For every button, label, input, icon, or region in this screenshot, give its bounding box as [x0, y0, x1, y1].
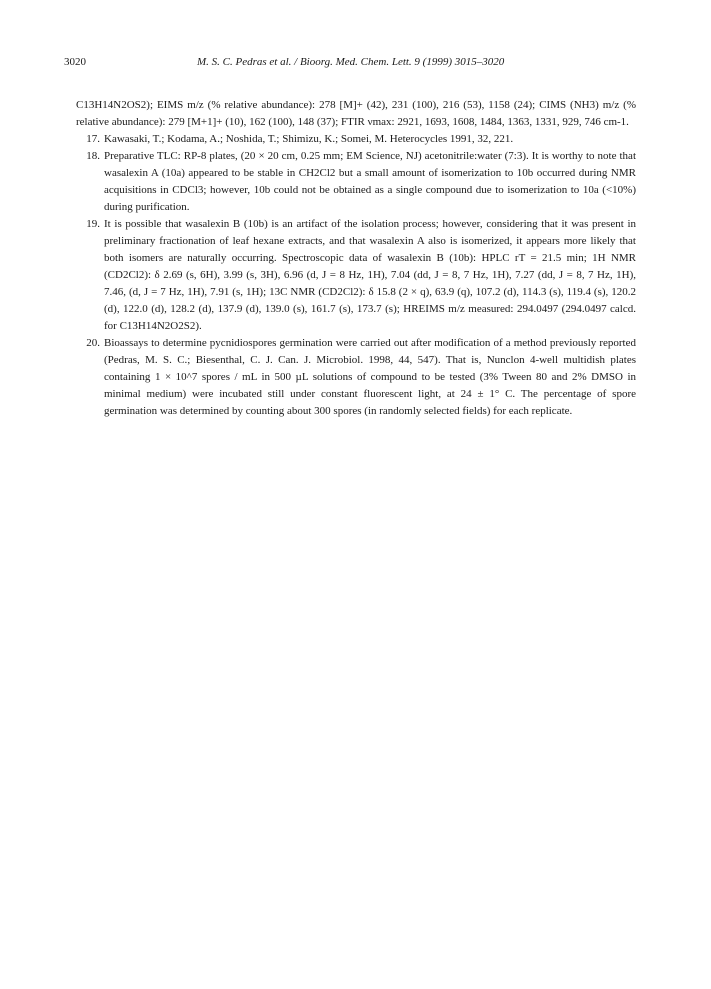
note-number: 20. [86, 337, 100, 349]
note-19 [76, 216, 636, 335]
running-head: M. S. C. Pedras et al. / Bioorg. Med. Chem. Lett. 9 (1999) 3015–3020 [197, 56, 505, 68]
note-number: 19. [86, 218, 100, 230]
note-text: Bioassays to determine pycnidiospores germination were carried out after modification of a method previously reported (Pedras, M. S. C.; Biesenthal, C. J. Can. J. Microbiol. 1998, 44, 547). That is, Nunclon 4-well multidish plates containing 1 × 10^7 spores / mL in 500 µL solutions of compound to be tested (3% Tween 80 and 2% DMSO in minimal medium) were incubated still under constant fluorescent light, at 24 ± 1° C. The percentage of spore germination was determined by counting about 300 spores (in randomly selected fields) for each replicate. [104, 337, 636, 417]
note-number: 17. [86, 133, 100, 145]
note-text: Kawasaki, T.; Kodama, A.; Noshida, T.; Shimizu, K.; Somei, M. Heterocycles 1991, 32, 221. [104, 133, 514, 145]
note-18 [76, 148, 636, 216]
note-20 [76, 335, 636, 420]
continuation-paragraph: C13H14N2OS2); EIMS m/z (% relative abundance): 278 [M]+ (42), 231 (100), 216 (53), 1158 (24); CIMS (NH3) m/z (% relative abundance): 279 [M+1]+ (10), 162 (100), 148 (37); FTIR νmax: 2921, 1693, 1608, 1484, 1363, 1331, 929, 746 cm-1. [76, 99, 636, 128]
page-number: 3020 [64, 56, 86, 68]
notes-body [76, 97, 636, 420]
note-17 [76, 131, 636, 148]
note-number: 18. [86, 150, 100, 162]
note-text: Preparative TLC: RP-8 plates, (20 × 20 cm, 0.25 mm; EM Science, NJ) acetonitrile:water (7:3). It is worthy to note that wasalexin A (10a) appeared to be stable in CH2Cl2 but a small amount of isomerization to 10b occurred during NMR acquisitions in CDCl3; however, 10b could not be obtained as a single compound due to isomerization to 10a (<10%) during purification. [104, 150, 636, 213]
note-text: It is possible that wasalexin B (10b) is an artifact of the isolation process; however, considering that it was present in preliminary fractionation of leaf hexane extracts, and that wasalexin A also is isomerized, it appears more likely that both isomers are naturally occurring. Spectroscopic data of wasalexin B (10b): HPLC rT = 21.5 min; 1H NMR (CD2Cl2): δ 2.69 (s, 6H), 3.99 (s, 3H), 6.96 (d, J = 8 Hz, 1H), 7.04 (dd, J = 8, 7 Hz, 1H), 7.27 (dd, J = 8, 7 Hz, 1H), 7.46, (d, J = 7 Hz, 1H), 7.91 (s, 1H); 13C NMR (CD2Cl2): δ 15.8 (2 × q), 63.9 (q), 107.2 (d), 114.3 (s), 119.4 (s), 120.2 (d), 122.0 (d), 128.2 (d), 137.9 (d), 139.0 (s), 161.7 (s), 173.7 (s); HREIMS m/z measured: 294.0497 (294.0497 calcd. for C13H14N2O2S2). [104, 218, 636, 332]
